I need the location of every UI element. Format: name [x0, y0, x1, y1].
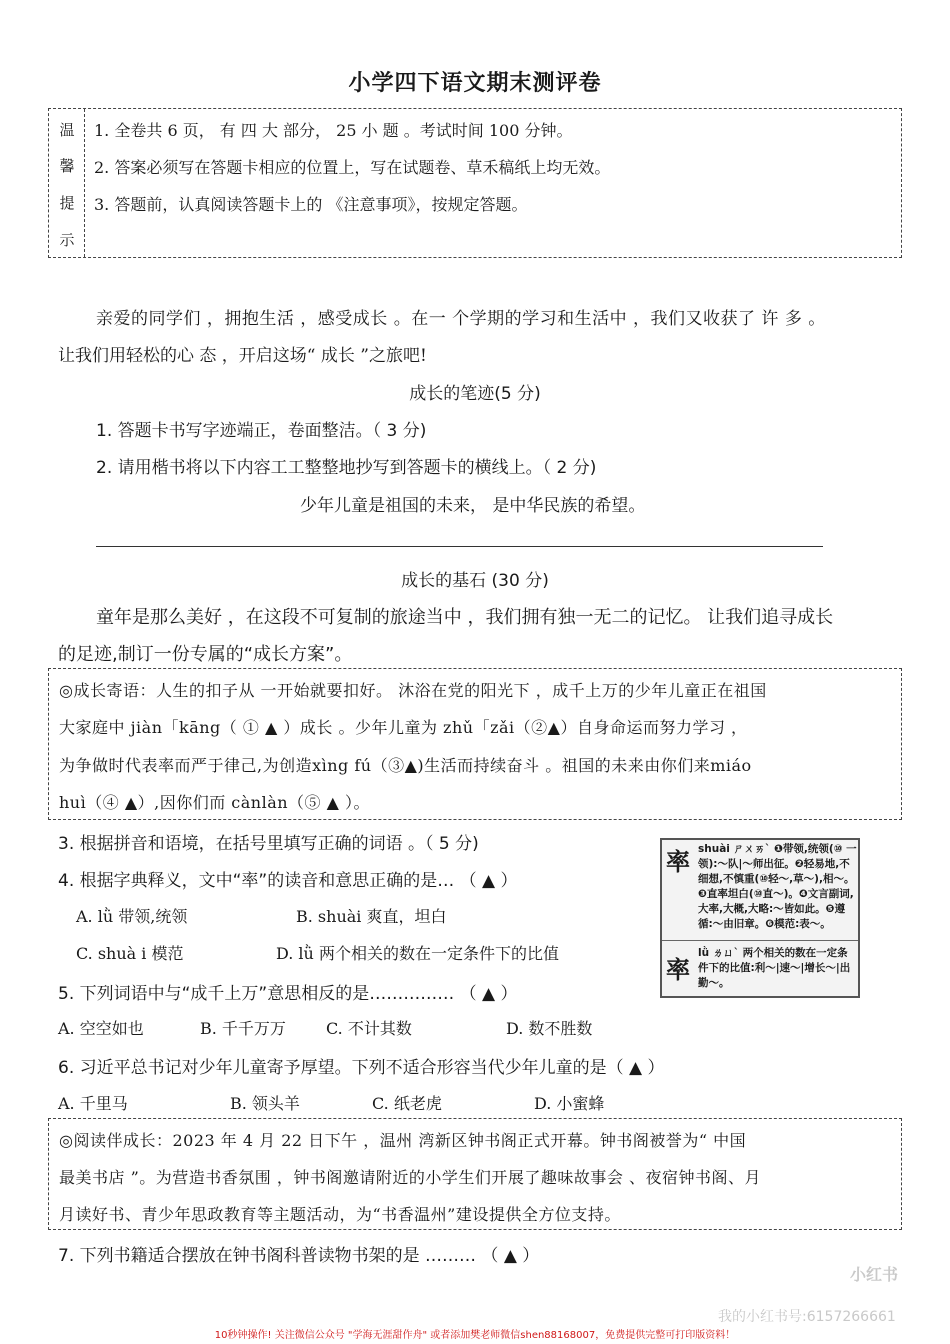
- growth-message-line: huì（④ ▲）,因你们而 cànlàn（⑤ ▲ ）。: [59, 793, 371, 812]
- q6-option-c: C. 纸老虎: [372, 1094, 442, 1113]
- page-title: 小学四下语文期末测评卷: [348, 71, 602, 96]
- reading-box-line: 月读好书、青少年思政教育等主题活动，为“书香温州”建设提供全方位支持。: [59, 1205, 621, 1224]
- question-6: 6. 习近平总书记对少年儿童寄予厚望。下列不适合形容当代少年儿童的是（ ▲ ）: [58, 1058, 665, 1078]
- answer-line: [96, 546, 823, 547]
- q6-option-d: D. 小蜜蜂: [534, 1094, 605, 1113]
- dictionary-image: [660, 838, 860, 998]
- watermark-account: 我的小红书号:6157266661: [718, 1309, 896, 1325]
- reading-box: [48, 1118, 902, 1230]
- dictionary-entry: shuài ㄕㄨㄞˋ ❶带领,统领(⑩ 一领):～队|～师出征。❷轻易地,不细想,不慎重(⑩轻～,草～),相～。❸直率坦白(⑩直～)。❹文言副词,大率,大概,大略:～皆如此。❺遵循:～由旧章。❻模范:表～。: [698, 843, 857, 930]
- tips-line: 3. 答题前，认真阅读答题卡上的 《注意事项》，按规定答题。: [94, 195, 528, 214]
- q5-option-a: A. 空空如也: [58, 1019, 144, 1038]
- tips-label-char: 馨: [59, 157, 75, 175]
- q4-option-c: C. shuà i 模范: [76, 944, 184, 963]
- tips-line: 1. 全卷共 6 页， 有 四 大 部分， 25 小 题 。考试时间 100 分钟。: [94, 121, 573, 140]
- question-7: 7. 下列书籍适合摆放在钟书阁科普读物书架的是 ……… （ ▲ ）: [58, 1246, 540, 1266]
- section2-intro-line-1: 童年是那么美好 ，在这段不可复制的旅途当中 ，我们拥有独一无二的记忆。 让我们追寻成长: [96, 607, 834, 628]
- tips-box: [48, 108, 902, 258]
- tips-label: [49, 109, 85, 257]
- dictionary-entry: lǜ ㄌㄩˋ 两个相关的数在一定条件下的比值:利～|速～|增长～|出勤～。: [698, 947, 851, 989]
- q4-option-d: D. lǜ 两个相关的数在一定条件下的比值: [276, 944, 559, 963]
- intro-line-2: 让我们用轻松的心 态 ，开启这场“ 成长 ”之旅吧!: [58, 346, 427, 366]
- dictionary-char: 率: [666, 955, 690, 984]
- copy-text: 少年儿童是祖国的未来， 是中华民族的希望。: [300, 496, 646, 516]
- growth-message-box: [48, 668, 902, 820]
- q4-option-a: A. lǜ 带领,统领: [76, 907, 188, 926]
- q5-option-c: C. 不计其数: [326, 1019, 412, 1038]
- question-2: 2. 请用楷书将以下内容工工整整地抄写到答题卡的横线上。（ 2 分): [96, 458, 597, 478]
- question-4: 4. 根据字典释义，文中“率”的读音和意思正确的是… （ ▲ ）: [58, 871, 518, 891]
- question-1: 1. 答题卡书写字迹端正，卷面整洁。（ 3 分): [96, 421, 427, 441]
- question-5: 5. 下列词语中与“成千上万”意思相反的是…………… （ ▲ ）: [58, 984, 518, 1004]
- reading-box-line: ◎阅读伴成长：2023 年 4 月 22 日下午 ，温州 湾新区钟书阁正式开幕。钟书阁被誉为“ 中国: [59, 1131, 747, 1150]
- growth-message-line: ◎成长寄语：人生的扣子从 一开始就要扣好。 沐浴在党的阳光下 ，成千上万的少年儿童正在祖国: [59, 681, 767, 700]
- q6-option-a: A. 千里马: [58, 1094, 128, 1113]
- dictionary-divider: [662, 940, 858, 941]
- question-3: 3. 根据拼音和语境，在括号里填写正确的词语 。（ 5 分): [58, 834, 479, 854]
- reading-box-line: 最美书店 ”。为营造书香氛围 ，钟书阁邀请附近的小学生们开展了趣味故事会 、夜宿钟书阁、月: [59, 1168, 761, 1187]
- growth-message-line: 为争做时代表率而严于律己,为创造xìng fú（③▲)生活而持续奋斗 。祖国的未来由你们来miáo: [59, 756, 752, 775]
- dictionary-char: 率: [666, 847, 690, 876]
- section2-intro-line-2: 的足迹,制订一份专属的“成长方案”。: [58, 644, 353, 665]
- q5-option-b: B. 千千万万: [200, 1019, 286, 1038]
- footer-notice: 10秒钟操作! 关注微信公众号 "学海无涯甜作舟" 或者添加樊老师微信shen88168007，免费提供完整可打印版资料！: [214, 1330, 736, 1341]
- section1-heading: 成长的笔迹(5 分): [409, 384, 541, 404]
- tips-label-char: 温: [59, 121, 75, 139]
- q6-option-b: B. 领头羊: [230, 1094, 300, 1113]
- tips-label-char: 提: [59, 194, 75, 212]
- growth-message-line: 大家庭中 jiàn「kāng（ ① ▲ ）成长 。少年儿童为 zhǔ「zǎi（②▲）自身命运而努力学习 ，: [59, 718, 748, 737]
- section2-heading: 成长的基石 (30 分): [401, 571, 549, 591]
- tips-label-char: 示: [59, 231, 75, 249]
- q4-option-b: B. shuài 爽直，坦白: [296, 907, 447, 926]
- intro-line-1: 亲爱的同学们 ，拥抱生活 ，感受成长 。在一 个学期的学习和生活中 ，我们又收获了 许 多 。: [96, 309, 826, 329]
- q5-option-d: D. 数不胜数: [506, 1019, 593, 1038]
- tips-line: 2. 答案必须写在答题卡相应的位置上，写在试题卷、草禾稿纸上均无效。: [94, 158, 611, 177]
- watermark-logo: 小红书: [850, 1265, 899, 1284]
